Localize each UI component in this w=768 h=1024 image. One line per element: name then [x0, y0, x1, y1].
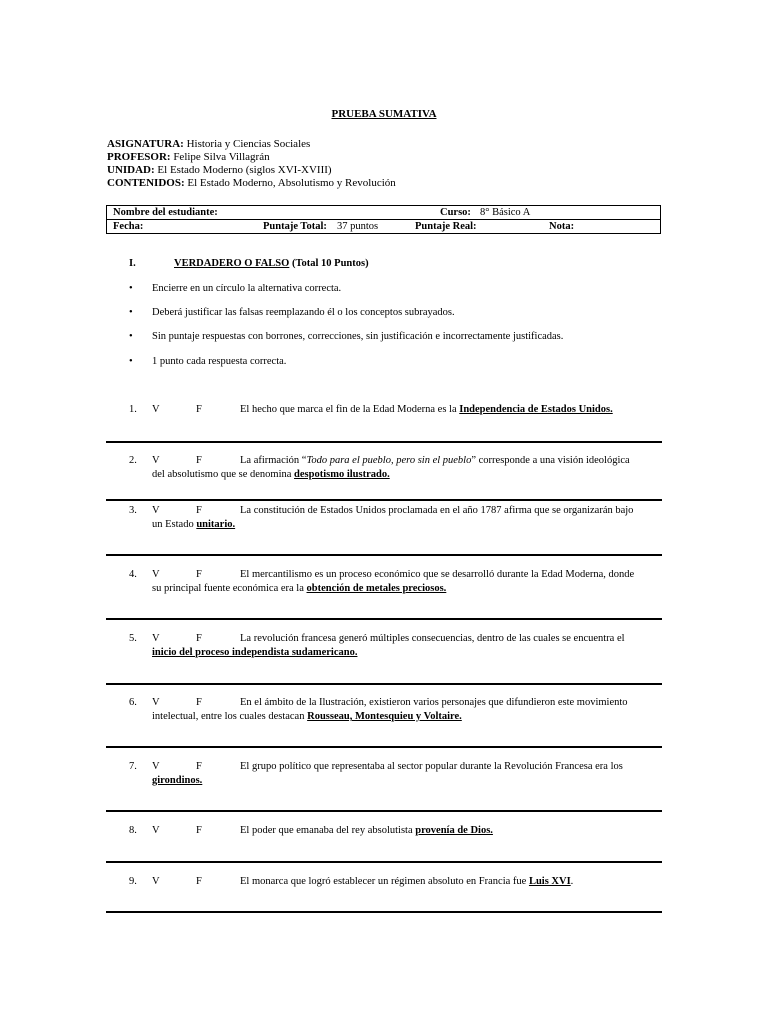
false-option[interactable]: F — [196, 825, 202, 836]
answer-line — [106, 499, 662, 501]
question-statement-cont: intelectual, entre los cuales destacan Rousseau, Montesquieu y Voltaire. — [152, 711, 462, 722]
true-option[interactable]: V — [152, 761, 160, 772]
question-statement-cont: un Estado unitario. — [152, 519, 236, 530]
instruction-item: Deberá justificar las falsas reemplazando él o los conceptos subrayados. — [152, 307, 455, 318]
true-option[interactable]: V — [152, 633, 160, 644]
true-option[interactable]: V — [152, 505, 160, 516]
true-option[interactable]: V — [152, 569, 160, 580]
question-number: 9. — [129, 876, 137, 887]
contenidos-line: CONTENIDOS: El Estado Moderno, Absolutismo y Revolución — [107, 177, 396, 189]
false-option[interactable]: F — [196, 404, 202, 415]
answer-line — [106, 618, 662, 620]
false-option[interactable]: F — [196, 697, 202, 708]
instruction-item: 1 punto cada respuesta correcta. — [152, 356, 287, 367]
question-statement: El poder que emanaba del rey absolutista provenía de Dios. — [240, 825, 493, 836]
true-option[interactable]: V — [152, 876, 160, 887]
question-statement: En el ámbito de la Ilustración, existieron varios personajes que difundieron este movimiento — [240, 697, 628, 708]
question-number: 8. — [129, 825, 137, 836]
answer-line — [106, 746, 662, 748]
page-title: PRUEBA SUMATIVA — [331, 108, 437, 120]
question-statement-cont: su principal fuente económica era la obtención de metales preciosos. — [152, 583, 447, 594]
question-number: 5. — [129, 633, 137, 644]
answer-line — [106, 554, 662, 556]
nombre-label: Nombre del estudiante: — [113, 207, 218, 218]
question-number: 2. — [129, 455, 137, 466]
course-metadata — [107, 138, 396, 190]
puntaje-total-value: 37 puntos — [337, 221, 379, 232]
question-number: 4. — [129, 569, 137, 580]
question-statement: El hecho que marca el fin de la Edad Moderna es la Independencia de Estados Unidos. — [240, 404, 613, 415]
bullet-icon: • — [129, 307, 133, 318]
false-option[interactable]: F — [196, 633, 202, 644]
question-statement: La afirmación “Todo para el pueblo, pero sin el pueblo” corresponde a una visión ideológica — [240, 455, 630, 466]
curso-label: Curso: — [440, 207, 471, 218]
nota-label: Nota: — [549, 221, 575, 232]
true-option[interactable]: V — [152, 697, 160, 708]
bullet-icon: • — [129, 331, 133, 342]
section-heading: VERDADERO O FALSO (Total 10 Puntos) — [174, 258, 369, 269]
false-option[interactable]: F — [196, 569, 202, 580]
true-option[interactable]: V — [152, 455, 160, 466]
true-option[interactable]: V — [152, 825, 160, 836]
bullet-icon: • — [129, 283, 133, 294]
section-numeral: I. — [129, 258, 136, 269]
false-option[interactable]: F — [196, 505, 202, 516]
true-option[interactable]: V — [152, 404, 160, 415]
bullet-icon: • — [129, 356, 133, 367]
question-number: 3. — [129, 505, 137, 516]
question-number: 7. — [129, 761, 137, 772]
student-info-table — [106, 205, 661, 234]
question-statement: El mercantilismo es un proceso económico que se desarrolló durante la Edad Moderna, donde — [240, 569, 635, 580]
instruction-item: Sin puntaje respuestas con borrones, correcciones, sin justificación e incorrectamente justificadas. — [152, 331, 564, 342]
puntaje-real-label: Puntaje Real: — [415, 221, 477, 232]
false-option[interactable]: F — [196, 455, 202, 466]
question-number: 6. — [129, 697, 137, 708]
instruction-item: Encierre en un círculo la alternativa correcta. — [152, 283, 342, 294]
question-statement: El monarca que logró establecer un régimen absoluto en Francia fue Luis XVI. — [240, 876, 574, 887]
curso-value: 8° Básico A — [480, 207, 531, 218]
question-statement-cont: del absolutismo que se denomina despotismo ilustrado. — [152, 469, 390, 480]
answer-line — [106, 683, 662, 685]
question-number: 1. — [129, 404, 137, 415]
question-statement: El grupo político que representaba al sector popular durante la Revolución Francesa era los — [240, 761, 623, 772]
answer-line — [106, 861, 662, 863]
answer-line — [106, 441, 662, 443]
question-statement-cont: inicio del proceso independista sudamericano. — [152, 647, 358, 658]
question-statement: La constitución de Estados Unidos proclamada en el año 1787 afirma que se organizarán bajo — [240, 505, 634, 516]
fecha-label: Fecha: — [113, 221, 144, 232]
puntaje-total-label: Puntaje Total: — [263, 221, 327, 232]
asignatura-line: ASIGNATURA: Historia y Ciencias Sociales — [107, 138, 311, 150]
answer-line — [106, 810, 662, 812]
unidad-line: UNIDAD: El Estado Moderno (siglos XVI-XVIII) — [107, 164, 332, 176]
false-option[interactable]: F — [196, 876, 202, 887]
answer-line — [106, 911, 662, 913]
profesor-line: PROFESOR: Felipe Silva Villagrán — [107, 151, 270, 163]
question-statement: La revolución francesa generó múltiples consecuencias, dentro de las cuales se encuentra el — [240, 633, 625, 644]
question-statement-cont: girondinos. — [152, 775, 203, 786]
false-option[interactable]: F — [196, 761, 202, 772]
